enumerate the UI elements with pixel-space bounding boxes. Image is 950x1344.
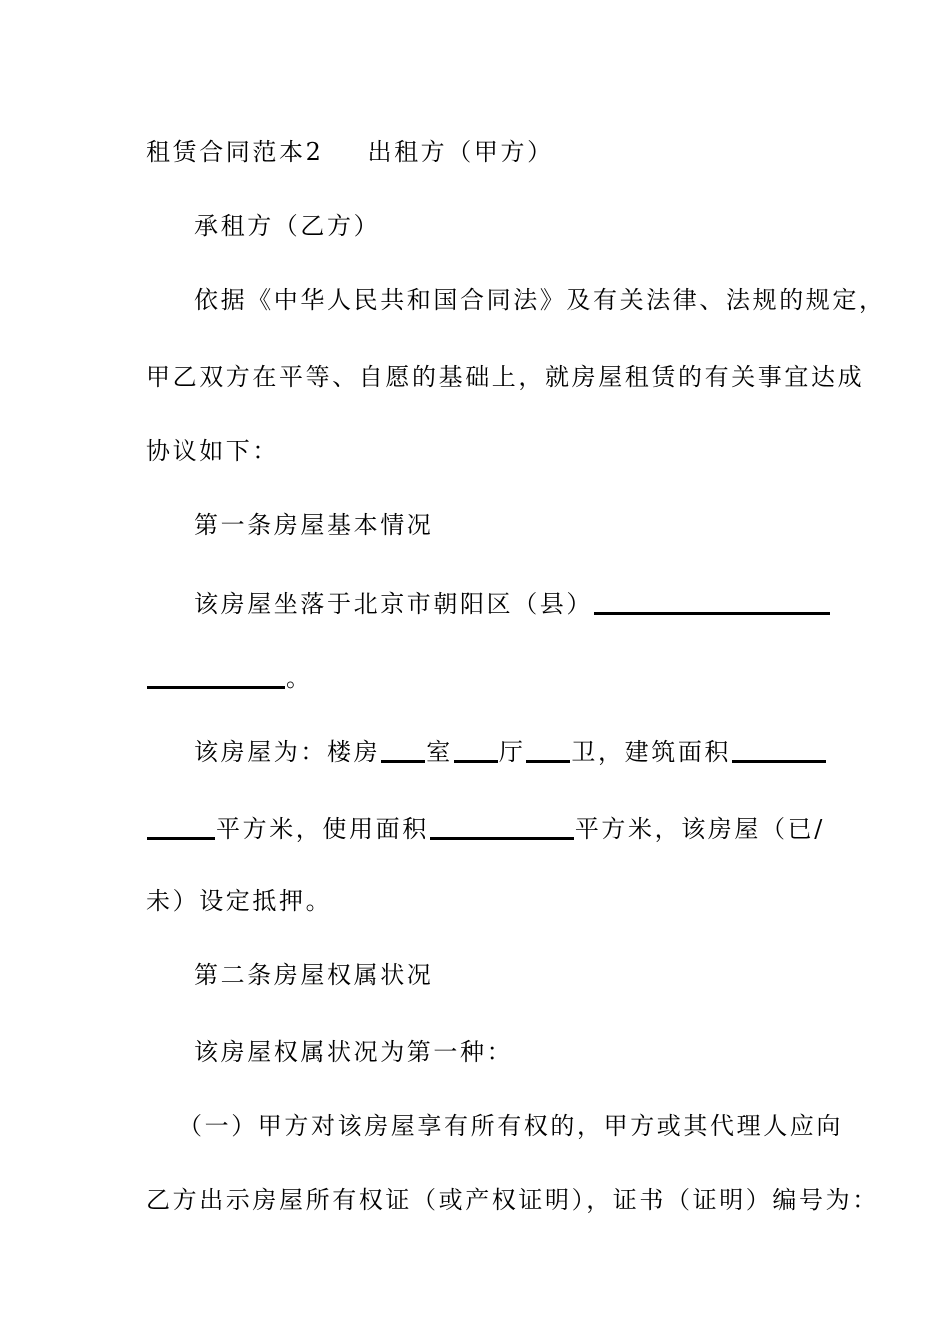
building-area-blank-1[interactable] [732, 738, 826, 763]
heading-right: 出租方（甲方） [367, 138, 554, 166]
layout-line [194, 735, 864, 765]
heading-left: 租赁合同范本2 [146, 138, 324, 166]
preamble-line-2: 甲乙双方在平等、自愿的基础上，就房屋租赁的有关事宜达成 [146, 363, 865, 391]
layout-prefix: 该房屋为：楼房 [194, 738, 381, 766]
area-unit-2: 平方米，该房屋（已/ [574, 815, 825, 843]
preamble-line-1: 依据《中华人民共和国合同法》及有关法律、法规的规定， [194, 286, 886, 314]
article2-title: 第二条房屋权属状况 [194, 961, 434, 989]
location-blank-2[interactable] [147, 664, 285, 689]
location-line-2 [146, 661, 816, 691]
lessee-line: 承租方（乙方） [194, 212, 381, 240]
location-end: 。 [286, 664, 313, 692]
area-unit-1: 平方米，使用面积 [216, 815, 429, 843]
room-count-blank[interactable] [381, 738, 425, 763]
layout-hall: 厅 [498, 738, 526, 766]
article1-title: 第一条房屋基本情况 [194, 511, 434, 539]
building-area-blank-2[interactable] [147, 815, 215, 840]
location-blank-1[interactable] [594, 590, 830, 615]
ownership-intro: 该房屋权属状况为第一种： [194, 1038, 514, 1066]
location-line [194, 587, 864, 617]
clause1-line-1: （一）甲方对该房屋享有所有权的，甲方或其代理人应向 [178, 1112, 843, 1140]
preamble-line-3: 协议如下： [146, 437, 279, 465]
mortgage-line: 未）设定抵押。 [146, 887, 333, 915]
usable-area-blank[interactable] [430, 815, 574, 840]
layout-room: 室 [426, 738, 453, 766]
layout-bath: 卫，建筑面积 [571, 738, 732, 766]
heading-line [146, 137, 816, 167]
area-line [146, 812, 825, 843]
bath-count-blank[interactable] [526, 738, 570, 763]
hall-count-blank[interactable] [454, 738, 498, 763]
clause1-line-2: 乙方出示房屋所有权证（或产权证明），证书（证明）编号为： [146, 1186, 879, 1214]
location-text: 该房屋坐落于北京市朝阳区（县） [194, 590, 593, 618]
